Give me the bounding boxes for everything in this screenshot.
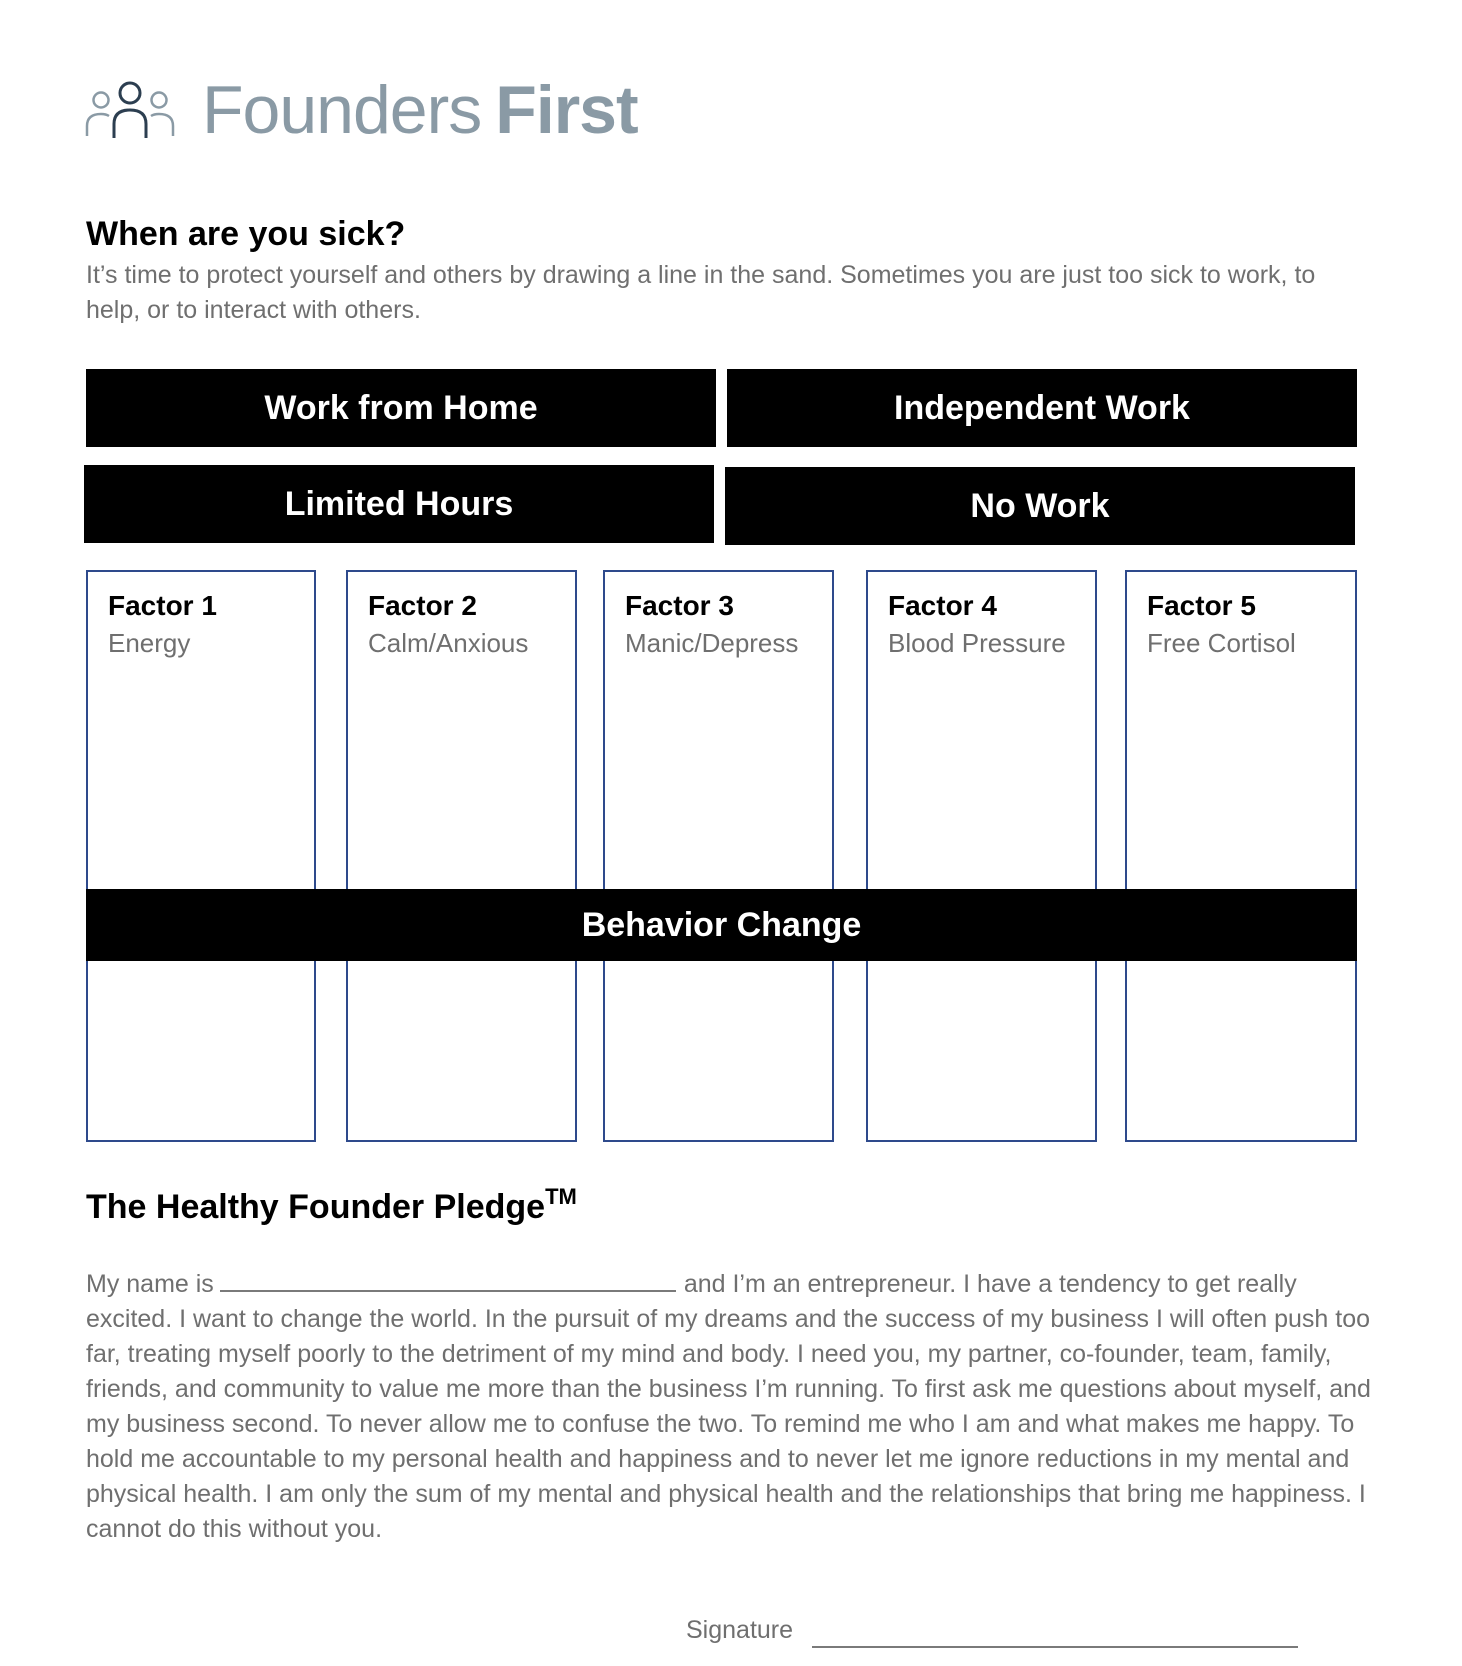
- level-independent-work: Independent Work: [727, 369, 1357, 447]
- factor-box-2: [346, 570, 577, 1142]
- factor-subtitle: Free Cortisol: [1147, 628, 1296, 658]
- logo-word-first: First: [495, 72, 638, 148]
- factor-box-5: [1125, 570, 1357, 1142]
- factor-box-1: [86, 570, 316, 1142]
- factor-title: Factor 1: [108, 590, 217, 621]
- factor-title: Factor 2: [368, 590, 477, 621]
- factor-subtitle: Manic/Depress: [625, 628, 799, 658]
- factor-subtitle: Calm/Anxious: [368, 628, 529, 658]
- level-no-work: No Work: [725, 467, 1355, 545]
- section-intro: It’s time to protect yourself and others by drawing a line in the sand. Sometimes you are just too sick to work, to help, or to interact with others.: [86, 261, 1316, 324]
- logo-word-founders: Founders: [202, 72, 482, 148]
- signature-line[interactable]: [812, 1646, 1298, 1648]
- section-heading: When are you sick?: [86, 215, 406, 253]
- pledge-lead: My name is: [86, 1270, 214, 1298]
- level-limited-hours: Limited Hours: [84, 465, 714, 543]
- factor-title: Factor 5: [1147, 590, 1256, 621]
- factor-subtitle: Energy: [108, 628, 191, 658]
- people-group-icon: [84, 80, 176, 140]
- pledge-title: [86, 1184, 577, 1227]
- pledge-body: and I’m an entrepreneur. I have a tendency to get really excited. I want to change the world. In the pursuit of my dreams and the success of my business I will often push too far, treating myself poorly to the detriment of my mind and body. I need you, my partner, co-founder, team, family, friends, and community to value me more than the business I’m running. To first ask me questions about myself, and my business second. To never allow me to confuse the two. To remind me who I am and what makes me happy. To hold me accountable to my personal health and happiness and to never let me ignore reductions in my mental and physical health. I am only the sum of my mental and physical health and the relationships that bring me happiness. I cannot do this without you.: [86, 1270, 1371, 1543]
- pledge-text: [86, 1266, 1376, 1547]
- logo: [84, 72, 638, 148]
- factor-subtitle: Blood Pressure: [888, 628, 1066, 658]
- factor-box-4: [866, 570, 1097, 1142]
- factor-title: Factor 4: [888, 590, 997, 621]
- level-work-from-home: Work from Home: [86, 369, 716, 447]
- trademark-mark: TM: [545, 1184, 577, 1209]
- logo-wordmark: [202, 72, 638, 148]
- factor-title: Factor 3: [625, 590, 734, 621]
- name-blank-line[interactable]: [220, 1266, 676, 1292]
- factor-box-3: [603, 570, 834, 1142]
- pledge-title-text: The Healthy Founder Pledge: [86, 1188, 546, 1226]
- behavior-change-bar: Behavior Change: [86, 889, 1357, 961]
- signature-label: Signature: [686, 1616, 794, 1644]
